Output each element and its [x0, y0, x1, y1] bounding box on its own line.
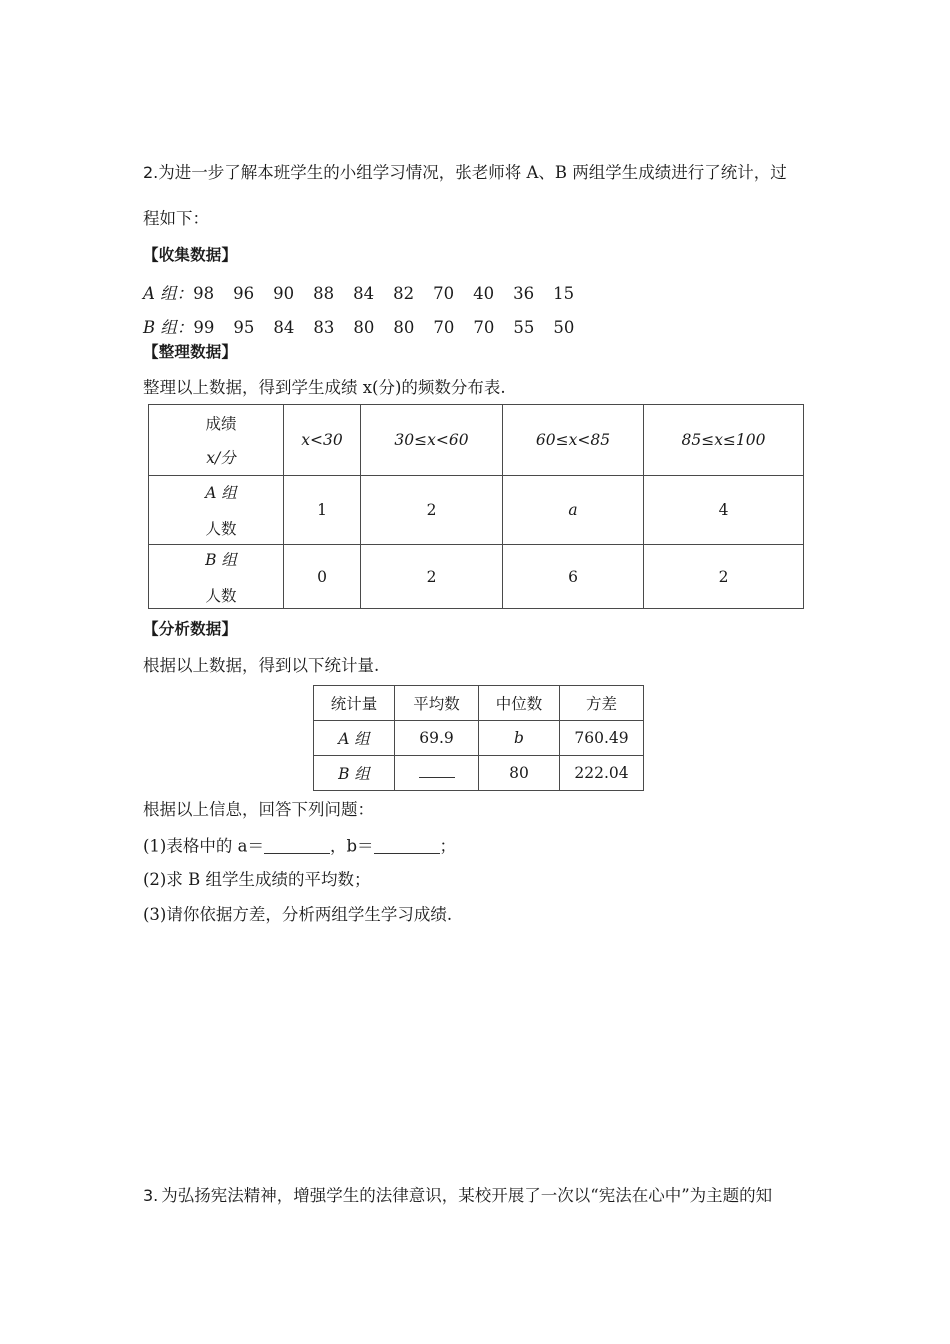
- stats-header-3: 方差: [560, 686, 644, 721]
- stats-group-b: B 组: [314, 756, 395, 791]
- table-header-row: [314, 686, 644, 721]
- table-header-row: [149, 405, 804, 476]
- stats-group-a: A 组: [314, 721, 395, 756]
- freq-corner-cell: [149, 405, 284, 476]
- problem3-stem-line1: [143, 1188, 772, 1205]
- answer-blank-b: [374, 837, 440, 854]
- stats-mean-a: 69.9: [395, 721, 479, 756]
- freq-b-value-2: 6: [503, 545, 644, 609]
- freq-b-value-3: 2: [644, 545, 804, 609]
- score-a-9: 15: [553, 284, 575, 303]
- score-b-6: 70: [433, 318, 455, 337]
- organize-data-text: 整理以上数据，得到学生成绩 x(分)的频数分布表.: [143, 378, 506, 397]
- score-b-2: 84: [273, 318, 295, 337]
- question-1: [143, 837, 456, 855]
- freq-row-a-line2: 人数: [205, 520, 237, 538]
- stats-variance-b: 222.04: [560, 756, 644, 791]
- group-b-data-row: [143, 320, 593, 337]
- freq-a-value-1: 2: [361, 476, 503, 545]
- stats-median-a: b: [479, 721, 560, 756]
- table-row: [149, 545, 804, 609]
- freq-row-b-line2: 人数: [205, 586, 237, 605]
- problem2-stem-text1: 为进一步了解本班学生的小组学习情况，张老师将 A、B 两组学生成绩进行了统计，过: [158, 163, 787, 182]
- score-b-1: 95: [233, 318, 255, 337]
- problem2-number: 2.: [143, 163, 159, 182]
- score-a-5: 82: [393, 284, 415, 303]
- question-1-middle: ，b＝: [329, 836, 374, 856]
- statistics-table: [313, 685, 644, 791]
- table-row: [314, 756, 644, 791]
- group-a-label: A 组：: [143, 284, 194, 303]
- freq-b-value-0: 0: [284, 545, 361, 609]
- questions-intro: 根据以上信息，回答下列问题：: [143, 800, 374, 819]
- freq-b-value-1: 2: [361, 545, 503, 609]
- freq-corner-line1: 成绩: [205, 415, 237, 433]
- freq-row-label-a: [149, 476, 284, 545]
- score-b-4: 80: [353, 318, 375, 337]
- question-3: (3)请你依据方差，分析两组学生学习成绩.: [143, 905, 453, 924]
- freq-bin-0: x<30: [284, 405, 361, 476]
- freq-row-label-b: [149, 545, 284, 609]
- stats-header-0: 统计量: [314, 686, 395, 721]
- table-row: [149, 476, 804, 545]
- stats-header-1: 平均数: [395, 686, 479, 721]
- question-2: (2)求 B 组学生成绩的平均数；: [143, 870, 371, 889]
- question-1-suffix: ；: [439, 836, 457, 856]
- score-a-8: 36: [513, 284, 535, 303]
- analyze-data-heading: 【分析数据】: [143, 620, 238, 638]
- problem2-stem-line1: [143, 165, 787, 182]
- freq-bin-3: 85≤x≤100: [644, 405, 804, 476]
- group-a-data-row: [143, 286, 593, 303]
- score-b-3: 83: [313, 318, 335, 337]
- score-a-6: 70: [433, 284, 455, 303]
- answer-blank-a: [264, 837, 330, 854]
- freq-a-value-2: a: [503, 476, 644, 545]
- score-b-9: 50: [553, 318, 575, 337]
- score-b-5: 80: [393, 318, 415, 337]
- stats-median-b: 80: [479, 756, 560, 791]
- score-b-7: 70: [473, 318, 495, 337]
- frequency-distribution-table: [148, 404, 804, 609]
- freq-bin-1: 30≤x<60: [361, 405, 503, 476]
- freq-a-value-3: 4: [644, 476, 804, 545]
- freq-corner-line2: x/分: [206, 449, 236, 467]
- score-a-7: 40: [473, 284, 495, 303]
- group-b-label: B 组：: [143, 318, 194, 337]
- problem2-stem-line2: 程如下：: [143, 209, 209, 228]
- collect-data-heading: 【收集数据】: [143, 246, 238, 264]
- score-b-0: 99: [193, 318, 215, 337]
- score-b-8: 55: [513, 318, 535, 337]
- score-a-3: 88: [313, 284, 335, 303]
- freq-a-value-0: 1: [284, 476, 361, 545]
- score-a-1: 96: [233, 284, 255, 303]
- analyze-data-text: 根据以上数据，得到以下统计量.: [143, 656, 380, 675]
- score-a-4: 84: [353, 284, 375, 303]
- question-1-prefix: (1)表格中的 a＝: [143, 836, 264, 856]
- freq-row-a-line1: A 组: [205, 484, 237, 502]
- score-a-2: 90: [273, 284, 295, 303]
- problem3-stem-text1: 为弘扬宪法精神，增强学生的法律意识，某校开展了一次以“宪法在心中”为主题的知: [161, 1186, 773, 1205]
- score-a-0: 98: [193, 284, 215, 303]
- stats-variance-a: 760.49: [560, 721, 644, 756]
- problem3-number: 3.: [143, 1186, 159, 1205]
- stats-mean-b-blank: [395, 756, 479, 791]
- answer-blank: [419, 768, 455, 778]
- freq-bin-2: 60≤x<85: [503, 405, 644, 476]
- stats-header-2: 中位数: [479, 686, 560, 721]
- organize-data-heading: 【整理数据】: [143, 343, 238, 361]
- freq-row-b-line1: B 组: [205, 550, 237, 569]
- table-row: [314, 721, 644, 756]
